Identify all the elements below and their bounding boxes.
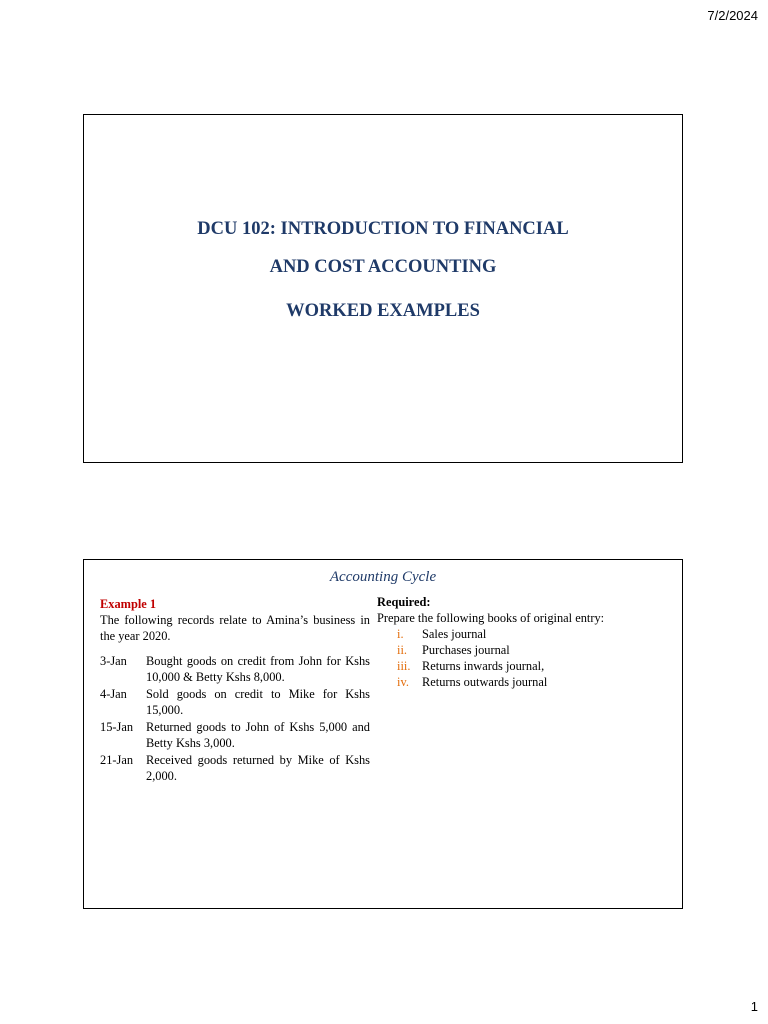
list-text: Purchases journal [422,643,510,657]
record-date: 3-Jan [100,654,127,668]
accounting-cycle-slide [83,559,683,909]
record-text: Returned goods to John of Kshs 5,000 and Betty Kshs 3,000. [146,720,370,750]
title-line-2: AND COST ACCOUNTING [269,257,497,277]
record-row [100,653,370,685]
list-item [377,626,677,642]
record-text: Received goods returned by Mike of Kshs 2,000. [146,753,370,783]
list-text: Sales journal [422,627,487,641]
list-item [377,658,677,674]
example-intro: The following records relate to Amina’s business in the year 2020. [100,613,370,643]
required-label: Required: [377,595,431,609]
record-text: Sold goods on credit to Mike for Kshs 15,000. [146,687,370,717]
list-item [377,642,677,658]
page-number: 1 [750,999,758,1014]
example-label: Example 1 [100,597,157,611]
list-number: ii. [397,643,407,657]
list-number: iv. [397,675,409,689]
record-row [100,686,370,718]
title-line-1: DCU 102: INTRODUCTION TO FINANCIAL [197,219,569,239]
required-column [377,594,677,690]
title-line-3: WORKED EXAMPLES [286,301,480,321]
list-text: Returns outwards journal [422,675,548,689]
example-column [100,596,370,785]
record-row [100,752,370,784]
list-number: i. [397,627,404,641]
slide-heading: Accounting Cycle [329,569,437,585]
print-date: 7/2/2024 [707,8,758,23]
list-text: Returns inwards journal, [422,659,545,673]
title-slide [83,114,683,463]
record-date: 4-Jan [100,687,127,701]
record-row [100,719,370,751]
record-date: 21-Jan [100,753,134,767]
record-date: 15-Jan [100,720,134,734]
required-intro: Prepare the following books of original entry: [377,611,605,625]
record-text: Bought goods on credit from John for Kshs 10,000 & Betty Kshs 8,000. [146,654,370,684]
required-list [377,626,677,690]
list-item [377,674,677,690]
list-number: iii. [397,659,411,673]
